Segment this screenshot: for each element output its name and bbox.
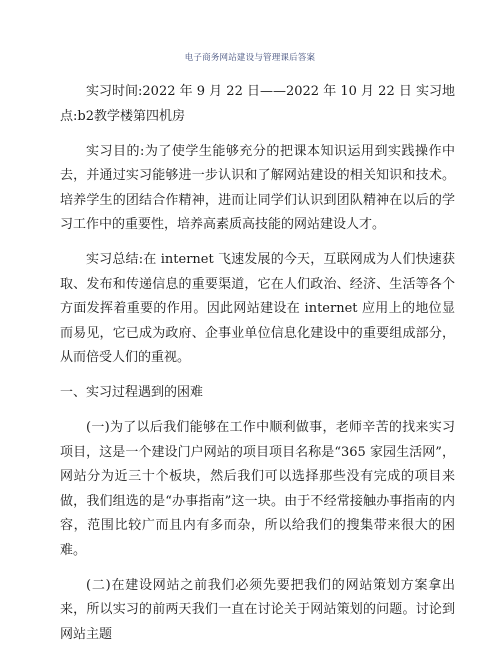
internship-purpose: 实习目的:为了使学生能够充分的把课本知识运用到实践操作中去，并通过实习能够进一步认识和了解网站建设的相关知识和技术。培养学生的团结合作精神，进而让同学们认识到团队精神在以后的学习工作中的重要性，培养高素质高技能的网站建设人才。 [60,143,455,232]
page-header: 电子商务网站建设与管理课后答案 [184,53,316,63]
document-body [60,80,455,658]
difficulty-one: (一)为了以后我们能够在工作中顺利做事，老师辛苦的找来实习项目，这是一个建设门户网站的项目项目名称是“365 家园生活网”，网站分为近三十个板块，然后我们可以选择那些没有完成的项目来做，我们组选的是“办事指南”这一块。由于不经常接触办事指南的内容，范围比较广而且内有多而杂，所以给我们的搜集带来很大的困难。 [60,420,455,558]
difficulty-two: (二)在建设网站之前我们必须先要把我们的网站策划方案拿出来，所以实习的前两天我们一直在讨论关于网站策划的问题。讨论到网站主题 [60,577,455,642]
section-heading: 一、实习过程遇到的困难 [60,385,204,400]
internship-summary: 实习总结:在 internet 飞速发展的今天，互联网成为人们快速获取、发布和传递信息的重要渠道，它在人们政治、经济、生活等各个方面发挥着重要的作用。因此网站建设在 internet 应用上的地位显而易见，它已成为政府、企事业单位信息化建设中的重要组成部分，从而倍受人们的重视。 [60,252,455,365]
internship-time-location: 实习时间:2022 年 9 月 22 日——2022 年 10 月 22 日 实习地点:b2教学楼第四机房 [60,84,455,124]
